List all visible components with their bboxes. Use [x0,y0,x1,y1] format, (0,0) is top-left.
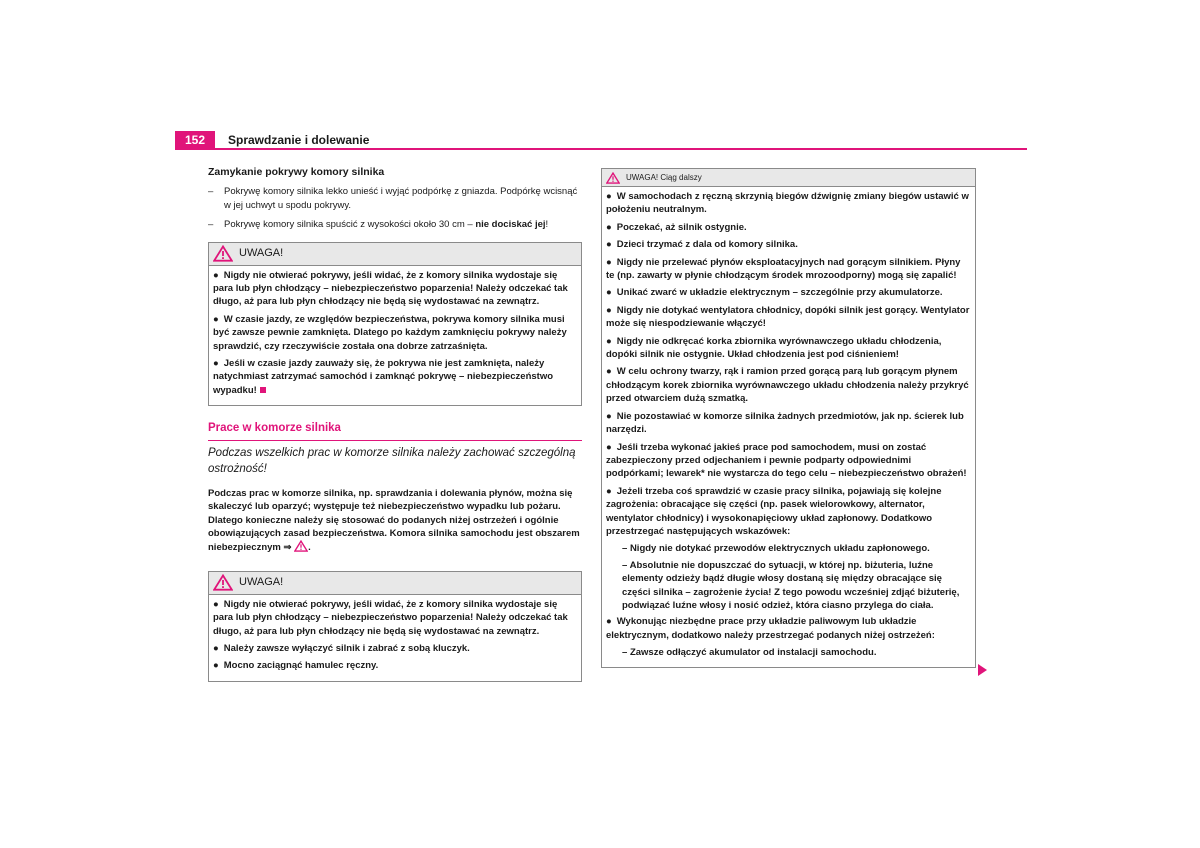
section-intro: Podczas wszelkich prac w komorze silnika należy zachować szczególną ostrożność! [208,446,576,475]
warning-item: ● Poczekać, aż silnik ostygnie. [606,221,747,233]
bullet-icon: ● [606,304,612,316]
bullet-icon: ● [606,335,612,347]
bullet-icon: ● [606,256,612,268]
step-text: Pokrywę komory silnika lekko unieść i wyjąć podpórkę z gniazda. Podpórkę wcisnąć w jej uchwyt u spodu pokrywy. [224,186,578,211]
right-column [601,168,976,668]
bullet-icon: ● [606,221,612,233]
bullet-icon: ● [606,239,612,251]
bullet-icon: ● [606,616,612,628]
section-title: Prace w komorze silnika [208,422,341,435]
subheading: Zamykanie pokrywy komory silnika [208,166,385,178]
warning-item: ● Unikać zwarć w układzie elektrycznym – szczególnie przy akumulatorze. [606,287,943,299]
bullet-icon: ● [213,660,219,672]
warning-item: ● Jeśli w czasie jazdy zauważy się, że pokrywa nie jest zamknięta, należy natychmiast zatrzymać samochód i zamknąć pokrywę – niebezpieczeństwo wypadku! [213,358,554,396]
end-of-section-icon [260,387,266,393]
warning-item: ● W czasie jazdy, ze względów bezpieczeństwa, pokrywa komory silnika musi być zawsze pewnie zamknięta. Dlatego po każdym zamknięciu pokrywy należy sprawdzić, czy rzeczywiście została ona dobrze zatrzaśnięta. [213,313,567,352]
bullet-icon: ● [606,191,612,202]
left-column [208,166,582,682]
warning-header [209,243,581,266]
body-paragraph: Podczas prac w komorze silnika, np. sprawdzania i dolewania płynów, można się skaleczyć lub oparzyć; występuje też niebezpieczeństwo wypadku lub pożaru. Dlatego konieczne należy się stosować do podanych niżej ostrzeżeń i ogólnie obowiązujących zasad bezpieczeństwa. Komora silnika samochodu jest obszarem niebezpiecznym ⇒ . [208,487,580,554]
warning-item: ● Nigdy nie przelewać płynów eksploatacyjnych nad gorącym silnikiem. Płyny te (np. zawarty w płynie chłodzącym środek mrozoodporny) mogą się zapalić! [606,256,961,282]
warning-item: ● Nie pozostawiać w komorze silnika żadnych przedmiotów, jak np. ścierek lub narzędzi. [606,410,964,436]
bullet-icon: ● [606,366,612,378]
bullet-icon: ● [606,485,612,497]
warning-item: ● Należy zawsze wyłączyć silnik i zabrać z sobą kluczyk. [213,642,470,654]
chapter-title: Sprawdzanie i dolewanie [228,133,370,147]
bullet-icon: ● [213,642,219,654]
warning-title: UWAGA! [239,576,284,589]
warning-item: ● Nigdy nie odkręcać korka zbiornika wyrównawczego układu chłodzenia, dopóki silnik nie ostygnie. Układ chłodzenia jest pod ciśnieniem! [606,335,942,361]
instruction-step: – Pokrywę komory silnika spuścić z wysokości około 30 cm – nie dociskać jej! [208,219,549,231]
header-rule [175,148,1027,150]
step-text: Pokrywę komory silnika spuścić z wysokości około 30 cm – [224,219,476,231]
warning-item: ● Nigdy nie dotykać wentylatora chłodnicy, dopóki silnik jest gorący. Wentylator może się niespodziewanie włączyć! [606,304,970,330]
warning-sub-item: – Absolutnie nie dopuszczać do sytuacji, w której np. biżuteria, luźne elementy odzieży bądź długie włosy dostaną się między obracające się części silnika – zagrożenie życia! Z tego powodu wcześniej zdjąć biżuterię, podwiązać luźne włosy i nosić odzież, która ciasno przylega do ciała. [622,559,960,611]
warning-triangle-icon [213,574,233,591]
warning-header [209,572,581,595]
warning-header [602,169,975,187]
warning-item: ● Nigdy nie otwierać pokrywy, jeśli widać, że z komory silnika wydostaje się para lub płyn chłodzący – niebezpieczeństwo poparzenia! Należy odczekać tak długo, aż para lub płyn chłodzący nie będą się wydostawać na zewnątrz. [213,269,568,308]
bullet-icon: ● [213,358,219,370]
step-emphasis: nie dociskać jej [475,219,546,231]
page-number: 152 [175,131,215,149]
warning-box [208,571,582,682]
warning-item: ● W samochodach z ręczną skrzynią biegów dźwignię zmiany biegów ustawić w położeniu neutralnym. [606,191,969,216]
warning-triangle-icon [294,540,308,552]
warning-item: ● Mocno zaciągnąć hamulec ręczny. [213,660,379,672]
warning-item: ● Wykonując niezbędne prace przy układzie paliwowym lub układzie elektrycznym, dodatkowo należy przestrzegać podanych niżej ostrzeżeń: [606,616,935,641]
warning-title: UWAGA! [239,246,284,259]
warning-sub-item: – Zawsze odłączyć akumulator od instalacji samochodu. [622,647,877,659]
instruction-step: – Pokrywę komory silnika lekko unieść i wyjąć podpórkę z gniazda. Podpórkę wcisnąć w jej uchwyt u spodu pokrywy. [208,185,582,212]
bullet-icon: ● [213,313,219,325]
bullet-icon: ● [213,598,219,610]
warning-item: ● Nigdy nie otwierać pokrywy, jeśli widać, że z komory silnika wydostaje się para lub płyn chłodzący – niebezpieczeństwo poparzenia! Należy odczekać tak długo, aż para lub płyn chłodzący nie będą się wydostawać na zewnątrz. [213,598,568,637]
warning-title: UWAGA! Ciąg dalszy [626,172,702,182]
warning-triangle-icon [606,172,620,184]
bullet-icon: ● [213,269,219,281]
warning-triangle-icon [213,245,233,262]
warning-sub-item: – Nigdy nie dotykać przewodów elektrycznych układu zapłonowego. [622,543,930,555]
bullet-icon: ● [606,287,612,299]
warning-item: ● Jeżeli trzeba coś sprawdzić w czasie pracy silnika, pojawiają się kolejne zagrożenia: obracające się części (np. pasek wielorowkowy, alternator, wentylator chłodnicy) i wysokonapięciowy układ zapłonowy. Dodatkowo przestrzegać następujących wskazówek: [606,485,942,537]
bullet-icon: ● [606,410,612,422]
warning-item: ● W celu ochrony twarzy, rąk i ramion przed gorącą parą lub gorącym płynem chłodzącym korek zbiornika wyrównawczego układu chłodzenia należy przykryć przed otwarciem dużą szmatką. [606,366,969,405]
warning-item: ● Jeśli trzeba wykonać jakieś prace pod samochodem, musi on zostać zabezpieczony przed odjechaniem i pewnie podparty odpowiednimi podpórkami; lewarek* nie wystarcza do tego celu – niebezpieczeństwo obrażeń! [606,441,967,480]
section-rule [208,440,582,441]
warning-item: ● Dzieci trzymać z dala od komory silnika. [606,239,798,251]
bullet-icon: ● [606,441,612,453]
warning-box [208,242,582,407]
warning-box-continued [601,168,976,668]
continue-arrow-icon [978,664,987,676]
